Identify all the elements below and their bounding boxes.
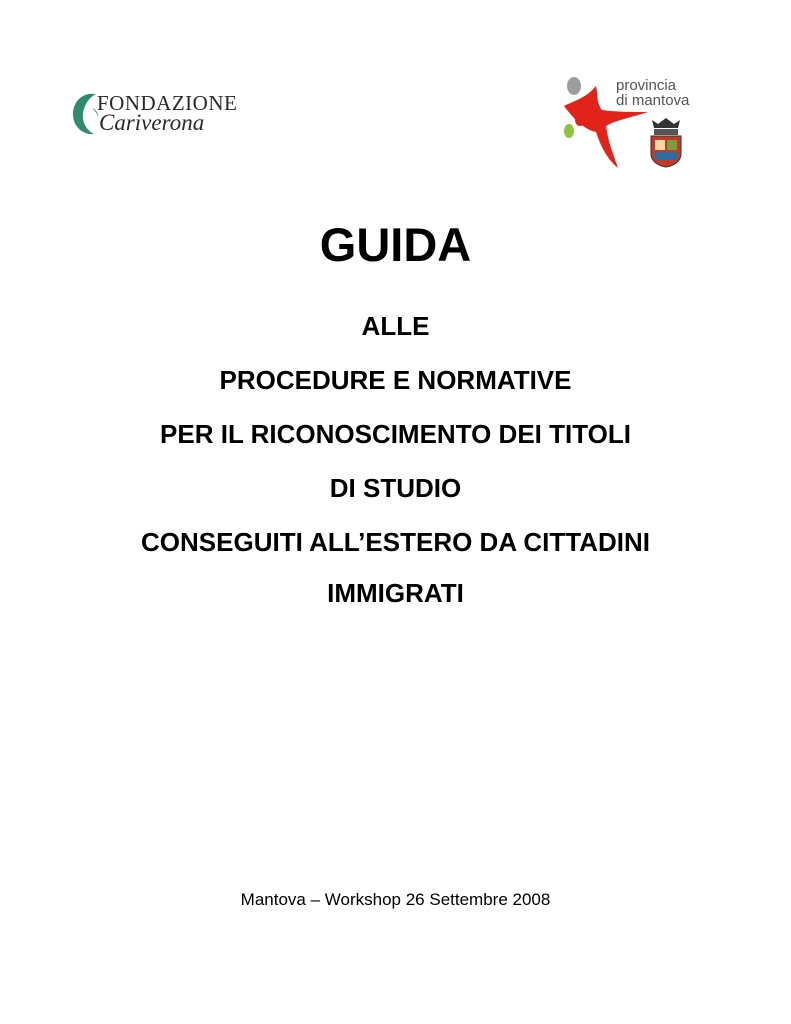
subtitle-line-2: PROCEDURE E NORMATIVE	[219, 365, 572, 395]
mantova-crest-icon	[646, 116, 686, 168]
document-title: GUIDA	[319, 218, 472, 271]
subtitle-line-5: CONSEGUITI ALL’ESTERO DA CITTADINI	[141, 527, 650, 557]
provincia-text: provincia	[616, 77, 677, 94]
fondazione-cariverona-logo	[70, 88, 270, 140]
provincia-mantova-text	[616, 78, 706, 108]
cariverona-text: Cariverona	[99, 110, 205, 135]
subtitle-line-6: IMMIGRATI	[327, 578, 464, 608]
provincia-mantova-logo	[556, 72, 706, 177]
event-footer: Mantova – Workshop 26 Settembre 2008	[240, 890, 551, 909]
subtitle-line-1: ALLE	[361, 311, 430, 341]
fondazione-text: FONDAZIONE	[97, 91, 238, 115]
subtitle-line-3: PER IL RICONOSCIMENTO DEI TITOLI	[160, 419, 631, 449]
subtitle-line-4: DI STUDIO	[329, 473, 462, 503]
di-mantova-text: di mantova	[616, 92, 690, 109]
